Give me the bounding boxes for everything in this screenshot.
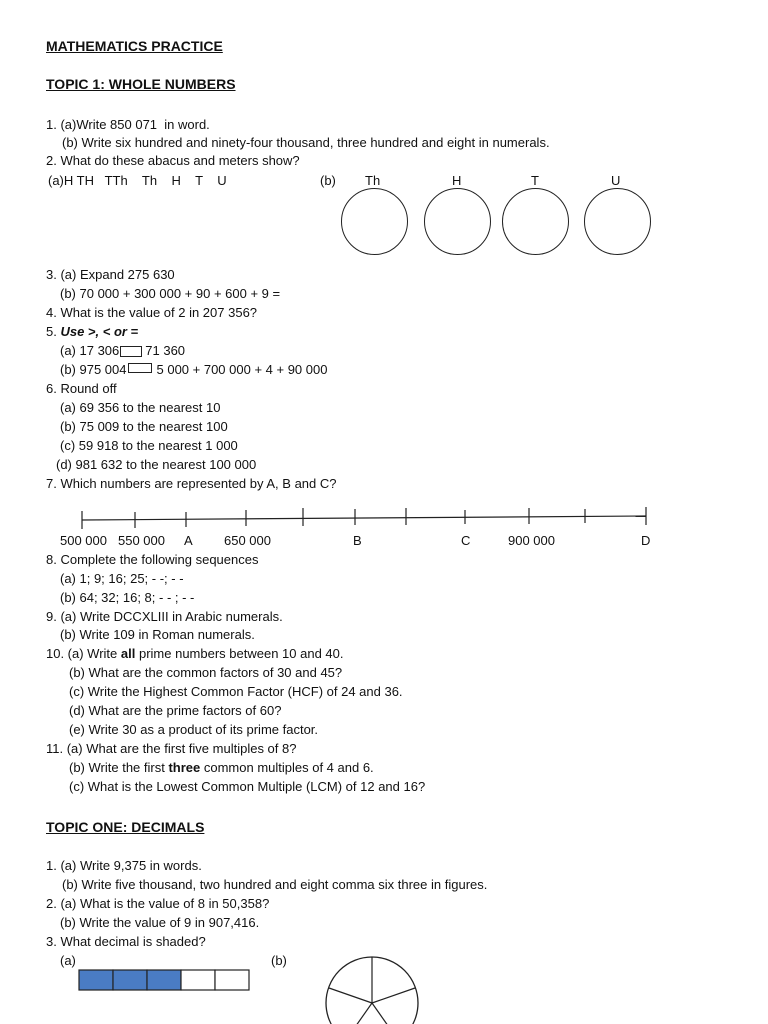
circle-divider (329, 988, 372, 1003)
topic1-heading: TOPIC 1: WHOLE NUMBERS (46, 76, 236, 92)
meter-label-h: H (452, 173, 462, 188)
q5-number: 5. (46, 324, 61, 339)
dec-q3b-label: (b) (271, 953, 287, 968)
topic2-heading: TOPIC ONE: DECIMALS (46, 819, 205, 835)
q6b: (b) 75 009 to the nearest 100 (60, 419, 228, 434)
q7: 7. Which numbers are represented by A, B and C? (46, 476, 337, 491)
q3a: 3. (a) Expand 275 630 (46, 267, 175, 282)
circle-divider (346, 1003, 372, 1024)
q10d: (d) What are the prime factors of 60? (69, 703, 282, 718)
q10b: (b) What are the common factors of 30 and 45? (69, 665, 343, 680)
q10e: (e) Write 30 as a product of its prime factor. (69, 722, 319, 737)
q6a: (a) 69 356 to the nearest 10 (60, 400, 221, 415)
number-line-label: A (184, 533, 193, 548)
number-line-label: 550 000 (118, 533, 165, 548)
q6: 6. Round off (46, 381, 117, 396)
bar-cell-shaded (113, 970, 147, 990)
q9b: (b) Write 109 in Roman numerals. (60, 627, 255, 642)
q10a-post: prime numbers between 10 and 40. (135, 646, 344, 661)
q8: 8. Complete the following sequences (46, 552, 259, 567)
q2b-label: (b) (320, 173, 336, 188)
q11c: (c) What is the Lowest Common Multiple (LCM) of 12 and 16? (69, 779, 426, 794)
dec-q2a: 2. (a) What is the value of 8 in 50,358? (46, 896, 270, 911)
q5a-right: 71 360 (145, 343, 186, 358)
q10a-pre: 10. (a) Write (46, 646, 121, 661)
q1b: (b) Write six hundred and ninety-four thousand, three hundred and eight in numerals. (62, 135, 550, 150)
bar-cell-shaded (147, 970, 181, 990)
page-title: MATHEMATICS PRACTICE (46, 38, 223, 54)
dec-q3: 3. What decimal is shaded? (46, 934, 206, 949)
q6c: (c) 59 918 to the nearest 1 000 (60, 438, 238, 453)
q6d: (d) 981 632 to the nearest 100 000 (56, 457, 257, 472)
q10c: (c) Write the Highest Common Factor (HCF) of 24 and 36. (69, 684, 403, 699)
number-line-label: 650 000 (224, 533, 271, 548)
meter-label-t: T (531, 173, 539, 188)
bar-cell-shaded (79, 970, 113, 990)
bar-cell-empty (215, 970, 249, 990)
q4: 4. What is the value of 2 in 207 356? (46, 305, 258, 320)
q5-instruction: Use >, < or = (60, 324, 139, 339)
shaded-circle (326, 957, 418, 1024)
number-line-label: D (641, 533, 651, 548)
q11b-post: common multiples of 4 and 6. (200, 760, 374, 775)
meter-label-th: Th (365, 173, 381, 188)
q5b-right: 5 000 + 700 000 + 4 + 90 000 (156, 362, 328, 377)
dec-q2b: (b) Write the value of 9 in 907,416. (60, 915, 260, 930)
q2: 2. What do these abacus and meters show? (46, 153, 300, 168)
shaded-bar (79, 970, 249, 990)
q11b-bold: three (168, 760, 201, 775)
bar-cell-empty (181, 970, 215, 990)
circle-divider (372, 1003, 398, 1024)
q2a-abacus-labels: (a)H TH TTh Th H T U (48, 173, 227, 188)
number-line-label: B (353, 533, 362, 548)
meter-label-u: U (611, 173, 621, 188)
q8b: (b) 64; 32; 16; 8; - - ; - - (60, 590, 195, 605)
q10a-bold: all (120, 646, 136, 661)
dec-q1a: 1. (a) Write 9,375 in words. (46, 858, 202, 873)
dec-q1b: (b) Write five thousand, two hundred and eight comma six three in figures. (62, 877, 488, 892)
q5a-left: (a) 17 306 (60, 343, 120, 358)
q3b: (b) 70 000 + 300 000 + 90 + 600 + 9 = (60, 286, 281, 301)
dec-q3a-label: (a) (60, 953, 76, 968)
q8a: (a) 1; 9; 16; 25; - -; - - (60, 571, 184, 586)
q1a: 1. (a)Write 850 071 in word. (46, 117, 210, 132)
number-line-label: 900 000 (508, 533, 555, 548)
q11b-pre: (b) Write the first (69, 760, 169, 775)
q11a: 11. (a) What are the first five multiples of 8? (46, 741, 297, 756)
q9a: 9. (a) Write DCCXLIII in Arabic numerals. (46, 609, 283, 624)
q5b-left: (b) 975 004 (60, 362, 127, 377)
number-line-label: C (461, 533, 471, 548)
number-line-label: 500 000 (60, 533, 107, 548)
circle-divider (372, 988, 415, 1003)
